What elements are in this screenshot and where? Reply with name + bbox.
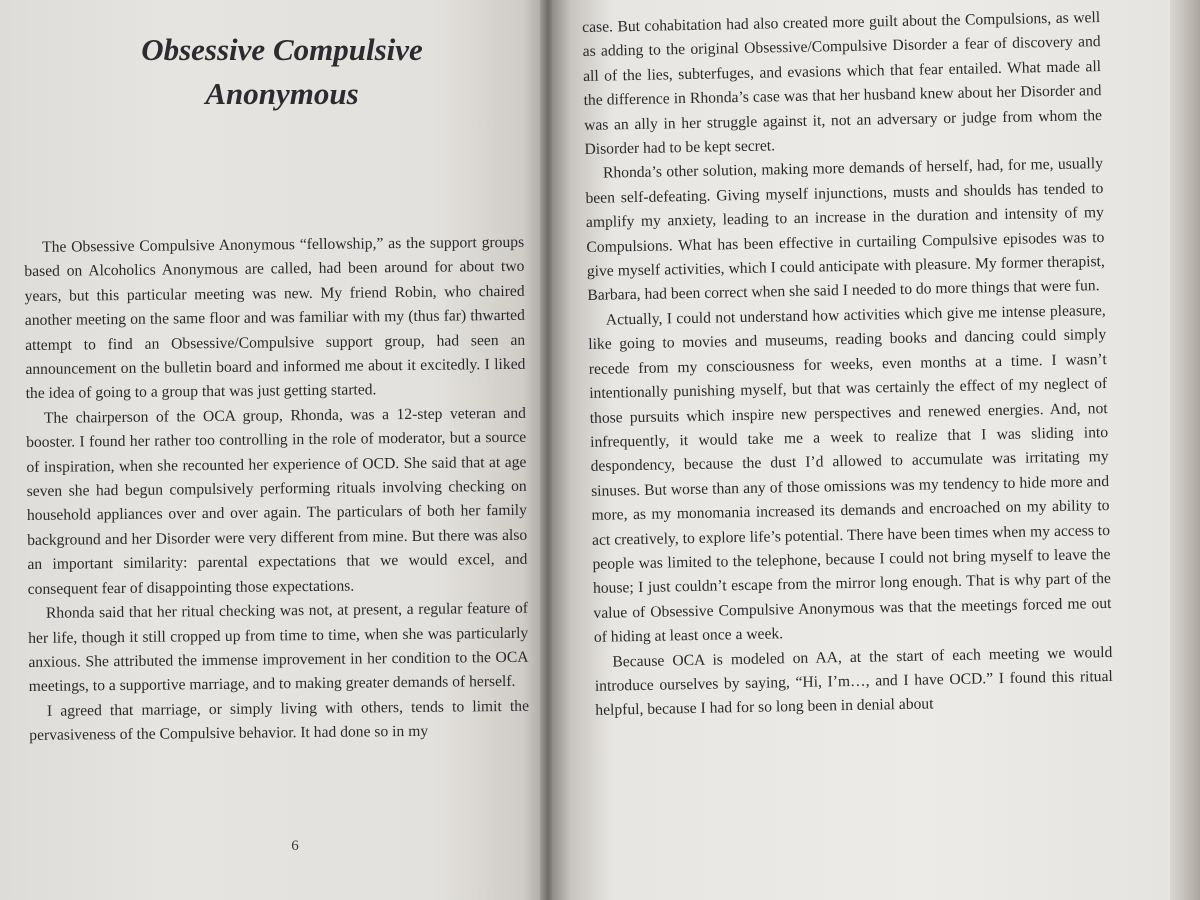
chapter-title — [92, 28, 472, 116]
right-page-body — [582, 6, 1113, 724]
page-number: 6 — [291, 838, 299, 854]
chapter-title-line-2: Anonymous — [205, 76, 359, 111]
paragraph: Actually, I could not understand how activities which give me intense pleasure, like going to movies and museums, reading books and dancing could simply recede from my consciousness for weeks, even months at a time. I wasn’t intentionally punishing myself, but that was certainly the effect of my neglect of those pursuits which inspire new perspectives and renewed energies. And, not infrequently, it would take me a week to realize that I was sliding into despondency, because the dust I’d allowed to accumulate was irritating my sinuses. But worse than any of those omissions was my tendency to hide more and more, as my monomania increased its demands and encroached on my ability to act creatively, to explore life’s potential. There have been times when my access to people was limited to the telephone, because I could not bring myself to leave the house; I just couldn’t escape from the mirror long enough. That is why part of the value of Obsessive Compulsive Anonymous was that the meetings forced me out of hiding at least once a week. — [588, 301, 1112, 647]
left-page — [0, 0, 545, 900]
chapter-title-line-1: Obsessive Compulsive — [141, 32, 423, 67]
paragraph: Rhonda said that her ritual checking was not, at present, a regular feature of her life, though it still cropped up from time to time, when she was particularly anxious. She attributed the immense improvement in her condition to the OCA meetings, to a supportive marriage, and to making greater demands of herself. — [28, 599, 529, 696]
paragraph: case. But cohabitation had also created more guilt about the Compulsions, as well as adding to the original Obsessive/Compulsive Disorder a fear of discovery and all of the lies, subterfuges, and evasions which that fear entailed. What made all the difference in Rhonda’s case was that her husband knew about her Disorder and was an ally in her struggle against it, not an adversary or judge from whom the Disorder had to be kept secret. — [582, 9, 1103, 159]
paragraph: I agreed that marriage, or simply living with others, tends to limit the pervasiveness of the Compulsive behavior. It had done so in my — [29, 697, 530, 745]
paragraph: Because OCA is modeled on AA, at the start of each meeting we would introduce ourselves by saying, “Hi, I’m…, and I have OCD.” I found this ritual helpful, because I had for so long been in denial about — [594, 643, 1113, 720]
page-stack-edge — [1170, 0, 1200, 900]
paragraph: The Obsessive Compulsive Anonymous “fellowship,” as the support groups based on Alcoholics Anonymous are called, had been around for about two years, but this particular meeting was new. My friend Robin, who chaired another meeting on the same floor and was familiar with my (thus far) thwarted attempt to find an Obsessive/Compulsive support group, had seen an announcement on the bulletin board and informed me about it excitedly. I liked the idea of going to a group that was just getting started. — [24, 233, 526, 403]
paragraph: The chairperson of the OCA group, Rhonda, was a 12-step veteran and booster. I found her rather too controlling in the role of moderator, but a source of inspiration, when she recounted her experience of OCD. She said that at age seven she had begun compulsively performing rituals involving checking on household appliances over and over again. The particulars of both her family background and her Disorder were very different from mine. But there was also an important similarity: parental expectations that we would excel, and consequent fear of disappointing those expectations. — [26, 404, 528, 598]
right-page — [552, 0, 1170, 900]
left-page-body — [24, 231, 529, 749]
paragraph: Rhonda’s other solution, making more demands of herself, had, for me, usually been self-defeating. Giving myself injunctions, musts and shoulds has tended to amplify my anxiety, leading to an increase in the duration and intensity of my Compulsions. What has been effective in curtailing Compulsive episodes was to give myself activities, which I could anticipate with pleasure. My former therapist, Barbara, had been correct when she said I needed to do more things that were fun. — [585, 155, 1105, 305]
